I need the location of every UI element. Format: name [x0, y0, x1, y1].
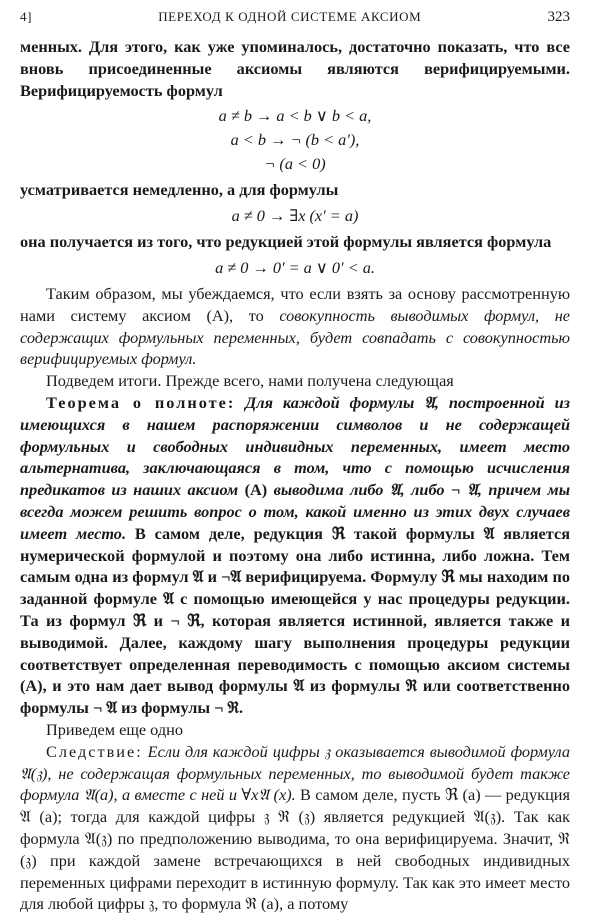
paragraph-completeness-theorem [20, 392, 570, 719]
formula-block-axioms [20, 104, 570, 176]
theorem-statement-a: Для каждой формулы 𝔄, построенной из имеющихся в нашем распоряжении символов и не содержащей формульных и свободных индивидных переменных, имеет место альтернатива, заключающаяся в том, что с помощью исчисления предикатов из наших аксиом [20, 392, 571, 500]
theorem-axioms-ref: (A) [244, 480, 268, 500]
paragraph-summary: Подведем итоги. Прежде всего, нами получена следующая [46, 371, 454, 391]
conclusion-text: Таким образом, мы убеждаемся, что если взять за основу рассмотренную нами систему аксиом (A), то [20, 283, 570, 325]
paragraph-verifiability: менных. Для этого, как уже упоминалось, достаточно показать, что все вновь присоединенные аксиомы являются верифицируемыми. Верифицируемость формул [20, 37, 570, 100]
paragraph-reduction: она получается из того, что редукцией этой формулы является формула [20, 232, 552, 252]
corollary-statement: Если для каждой цифры 𝔷 оказывается выводимой формула 𝔄(𝔷), не содержащая формульных переменных, то выводимой будет также формула 𝔄(a), а вместе с ней и ∀x𝔄 (x). [20, 741, 570, 805]
theorem-label: Теорема о полноте: [46, 392, 236, 412]
paragraph-conclusion [20, 283, 570, 370]
formula-exists [20, 204, 570, 228]
formula-line: a ≠ 0 → 0′ = a ∨ 0′ < a. [215, 257, 375, 277]
formula-line: a ≠ b → a < b ∨ b < a, [218, 106, 372, 126]
theorem-proof: В самом деле, редукция ℜ такой формулы 𝔄 является нумерической формулой и поэтому она либо истинна, либо ложна. Тем самым одна из формул 𝔄 и ¬𝔄 верифицируема. Формулу ℜ мы находим по заданной формуле 𝔄 с помощью имеющейся у нас процедуры редукции. Та из формул ℜ и ¬ ℜ, которая является истинной, является также и выводимой. Далее, каждому шагу выполнения процедуры редукции соответствует определенная переводимость с помощью аксиом системы (A), и это нам дает вывод формулы 𝔄 из формулы ℜ или соответственно формулы ¬ 𝔄 из формулы ¬ ℜ. [20, 523, 571, 718]
formula-reduction [20, 256, 570, 280]
paragraph-immediately: усматривается немедленно, а для формулы [20, 180, 339, 200]
conclusion-emphasis: совокупность выводимых формул, не содержащих формульных переменных, будет совпадать с совокупностью верифицируемых формул. [20, 305, 570, 369]
formula-line: ¬ (a < 0) [264, 154, 326, 174]
paragraph-corollary [20, 741, 570, 915]
running-title: ПЕРЕХОД К ОДНОЙ СИСТЕМЕ АКСИОМ [158, 9, 422, 24]
formula-line: a < b → ¬ (b < a′), [230, 130, 360, 150]
paragraph-corollary-intro: Приведем еще одно [46, 719, 183, 739]
theorem-statement-c: выводима либо 𝔄, либо ¬ 𝔄, причем мы всегда можем решить вопрос о том, какой именно из этих двух случаев имеет место. [20, 480, 570, 543]
formula-line: a ≠ 0 → ∃x (x′ = a) [231, 206, 359, 226]
running-header [20, 6, 570, 36]
section-marker: 4] [20, 9, 33, 24]
page-number: 323 [547, 9, 570, 25]
corollary-label: Следствие: [46, 741, 143, 761]
corollary-proof: В самом деле, пусть ℜ (a) — редукция 𝔄 (a); тогда для каждой цифры 𝔷 ℜ (𝔷) является редукцией 𝔄(𝔷). Так как формула 𝔄(𝔷) по предположению выводима, то она верифицируема. Значит, ℜ (𝔷) при каждой замене встречающихся в ней свободных индивидных переменных цифрами переходит в истинную формулу. Так как это имеет место для любой цифры 𝔷, то формула ℜ (a), а потому [20, 785, 570, 914]
